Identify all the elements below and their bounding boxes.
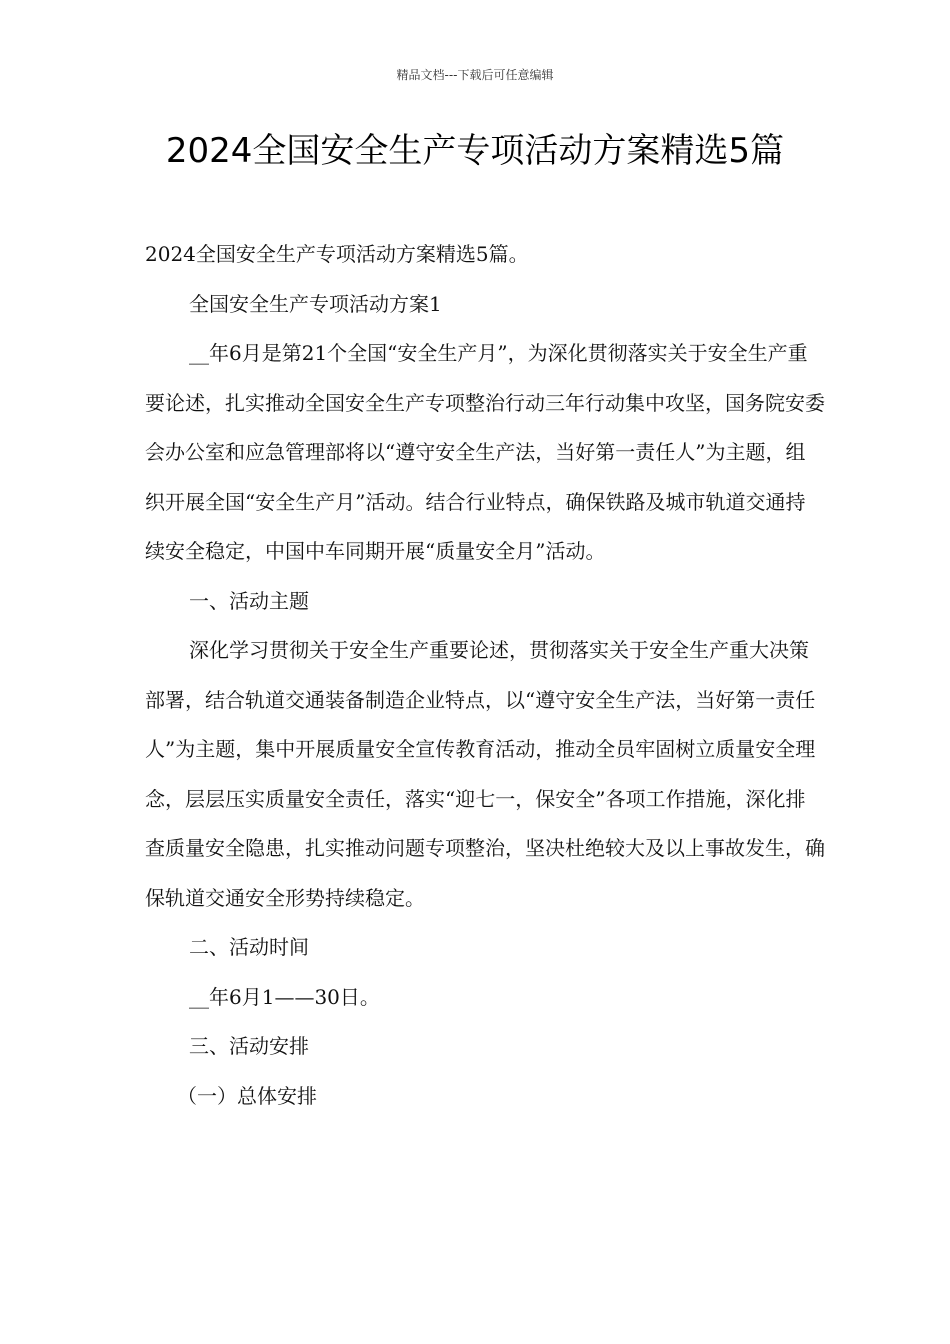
background-paragraph: __年6月是第21个全国“安全生产月”，为深化贯彻落实关于安全生产重要论述，扎实推动全国安全生产专项整治行动三年行动集中攻坚，国务院安委会办公室和应急管理部将以“遵守安全生产法，当好第一责任人”为主题，组织开展全国“安全生产月”活动。结合行业特点，确保铁路及城市轨道交通持续安全稳定，中国中车同期开展“质量安全月”活动。 <box>145 341 825 563</box>
subheading-overall-arrangement: （一）总体安排 <box>177 1083 317 1108</box>
document-body <box>145 230 825 1121</box>
heading-activity-theme: 一、活动主题 <box>189 588 309 613</box>
section-heading-plan-1: 全国安全生产专项活动方案1 <box>189 291 442 316</box>
theme-paragraph: 深化学习贯彻关于安全生产重要论述，贯彻落实关于安全生产重大决策部署，结合轨道交通装备制造企业特点，以“遵守安全生产法，当好第一责任人”为主题，集中开展质量安全宣传教育活动，推动全员牢固树立质量安全理念，层层压实质量安全责任，落实“迎七一，保安全”各项工作措施，深化排查质量安全隐患，扎实推动问题专项整治，坚决杜绝较大及以上事故发生，确保轨道交通安全形势持续稳定。 <box>145 638 825 910</box>
heading-activity-time: 二、活动时间 <box>189 935 309 959</box>
heading-activity-arrangement: 三、活动安排 <box>189 1034 309 1058</box>
page-title: 2024全国安全生产专项活动方案精选5篇 <box>165 131 785 171</box>
header-note: 精品文档---下载后可任意编辑 <box>396 68 554 82</box>
time-paragraph: __年6月1——30日。 <box>189 984 380 1009</box>
intro-paragraph: 2024全国安全生产专项活动方案精选5篇。 <box>145 242 529 266</box>
